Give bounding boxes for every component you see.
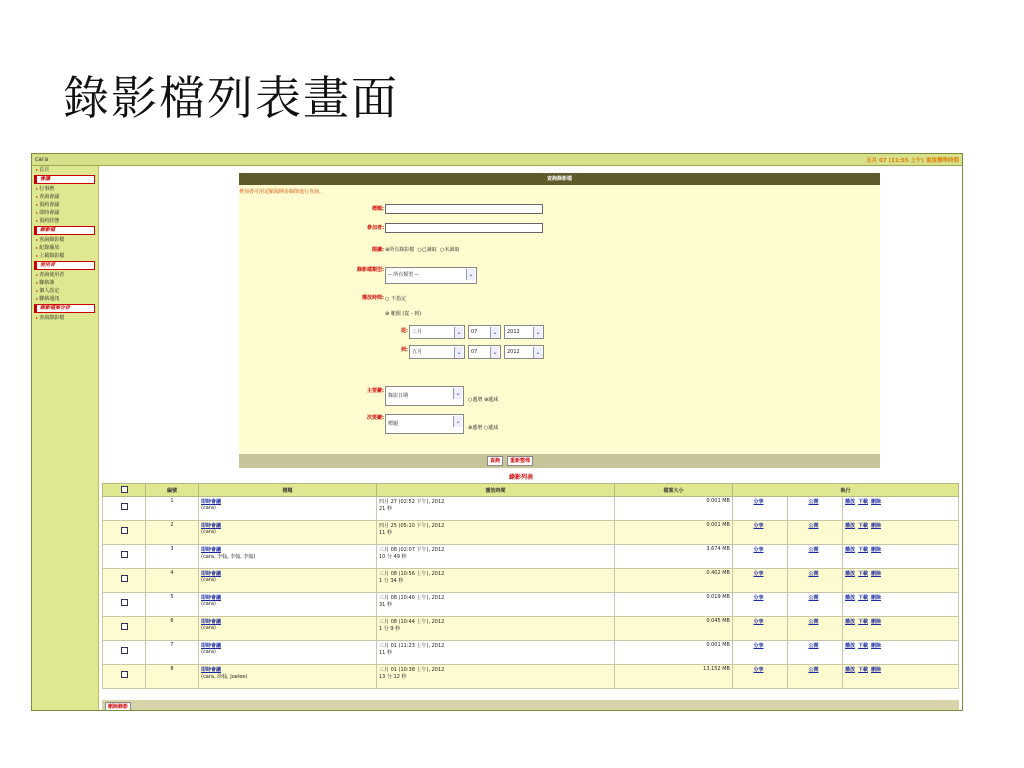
secondary-key-label: 次要鍵: xyxy=(367,415,384,421)
recording-time: 三月 08 (10:56 上午), 2012 xyxy=(379,571,445,577)
row-actions xyxy=(843,665,959,689)
row-select-cell xyxy=(103,665,146,689)
search-note: 參加者可用逗點隔開多個值進行查詢。 xyxy=(239,189,325,195)
row-actions xyxy=(843,641,959,665)
col-number: 編號 xyxy=(146,484,199,497)
shared-link[interactable]: 分享 xyxy=(753,523,764,529)
subject-link[interactable]: 即時會議 xyxy=(201,571,222,577)
participants: (cara) xyxy=(201,577,216,583)
shared-cell xyxy=(733,569,788,593)
play-link[interactable]: 播放 xyxy=(845,643,856,649)
row-number: 5 xyxy=(146,593,199,617)
public-cell xyxy=(788,665,843,689)
row-checkbox[interactable] xyxy=(121,503,128,510)
participant-input[interactable] xyxy=(385,223,543,233)
row-actions xyxy=(843,617,959,641)
recording-duration: 1 分 34 秒 xyxy=(379,578,404,584)
sidebar-item[interactable]: ▸ 聯絡簿 xyxy=(32,279,98,287)
slide-title: 錄影檔列表畫面 xyxy=(63,71,399,125)
participants: (cara) xyxy=(201,529,216,535)
shared-cell xyxy=(733,521,788,545)
delete-link[interactable]: 刪除 xyxy=(871,643,882,649)
participants: (cara) xyxy=(201,625,216,631)
sidebar-item[interactable]: ▸ 首頁 xyxy=(32,166,98,174)
datetime: 五月 07 (11:55 上午) 重度標準時間 xyxy=(866,157,959,164)
sidebar-item[interactable]: ▸ 查詢錄影檔 xyxy=(32,314,98,322)
row-subject-cell xyxy=(199,545,377,569)
sidebar-item[interactable]: ▸ 個人設定 xyxy=(32,287,98,295)
row-select-cell xyxy=(103,569,146,593)
recording-time: 三月 01 (11:23 上午), 2012 xyxy=(379,643,445,649)
row-checkbox[interactable] xyxy=(121,671,128,678)
subject-link[interactable]: 即時會議 xyxy=(201,667,222,673)
play-link[interactable]: 播放 xyxy=(845,595,856,601)
play-link[interactable]: 播放 xyxy=(845,499,856,505)
delete-link[interactable]: 刪除 xyxy=(871,547,882,553)
from-day-select[interactable]: 07 ⌄ xyxy=(468,325,501,339)
sidebar xyxy=(32,166,99,710)
row-time-cell xyxy=(377,665,615,689)
subject-link[interactable]: 即時會議 xyxy=(201,523,222,529)
recording-time: 三月 08 (02:07 下午), 2012 xyxy=(379,547,445,553)
col-time: 播放時間 xyxy=(377,484,615,497)
delete-link[interactable]: 刪除 xyxy=(871,571,882,577)
recording-time: 三月 08 (10:46 上午), 2012 xyxy=(379,595,445,601)
sidebar-item[interactable]: ▸ 上載錄影檔 xyxy=(32,252,98,260)
row-time-cell xyxy=(377,545,615,569)
row-select-cell xyxy=(103,545,146,569)
row-actions xyxy=(843,521,959,545)
delete-recordings-button[interactable]: 刪除錄影 xyxy=(105,702,131,711)
download-link[interactable]: 下載 xyxy=(858,571,869,577)
shared-cell xyxy=(733,497,788,521)
row-number: 4 xyxy=(146,569,199,593)
table-row xyxy=(103,521,959,545)
row-time-cell xyxy=(377,569,615,593)
row-actions xyxy=(843,497,959,521)
row-checkbox[interactable] xyxy=(121,623,128,630)
shared-link[interactable]: 分享 xyxy=(753,619,764,625)
file-size: 13.152 MB xyxy=(615,665,733,689)
row-select-cell xyxy=(103,521,146,545)
row-checkbox[interactable] xyxy=(121,527,128,534)
participants: (cara) xyxy=(201,601,216,607)
table-header-row xyxy=(103,484,959,497)
recording-time: 三月 01 (10:38 上午), 2012 xyxy=(379,667,445,673)
shared-link[interactable]: 分享 xyxy=(753,571,764,577)
time-opt-none[interactable]: ○ 不指定 xyxy=(385,296,406,302)
reset-button[interactable]: 重新整理 xyxy=(507,456,533,466)
radio-read[interactable]: ○已讀取 xyxy=(417,247,437,253)
list-title: 錄影列表 xyxy=(509,474,534,481)
play-link[interactable]: 播放 xyxy=(845,523,856,529)
row-number: 2 xyxy=(146,521,199,545)
secondary-order-group[interactable]: ⊕遞增 ○遞減 xyxy=(468,425,499,431)
file-size: 0.045 MB xyxy=(615,617,733,641)
search-header: 查詢錄影檔 xyxy=(239,173,880,185)
row-number: 3 xyxy=(146,545,199,569)
to-label: 到: xyxy=(401,347,408,353)
row-select-cell xyxy=(103,497,146,521)
file-size: 0.019 MB xyxy=(615,593,733,617)
table-row xyxy=(103,497,959,521)
search-panel xyxy=(239,173,880,468)
shared-link[interactable]: 分享 xyxy=(753,547,764,553)
recording-duration: 31 秒 xyxy=(379,602,392,608)
row-select-cell xyxy=(103,617,146,641)
sidebar-item[interactable]: ▸ 即時會議 xyxy=(32,209,98,217)
row-time-cell xyxy=(377,617,615,641)
shared-link[interactable]: 分享 xyxy=(753,667,764,673)
sidebar-item[interactable]: ▸ 查詢錄影檔 xyxy=(32,236,98,244)
shared-cell xyxy=(733,665,788,689)
to-year-select[interactable]: 2012 ⌄ xyxy=(504,345,544,359)
to-month-select[interactable]: 五月 ⌄ xyxy=(409,345,465,359)
sidebar-section-header: 錄影檔 xyxy=(34,226,95,235)
radio-unread[interactable]: ○未讀取 xyxy=(439,247,460,253)
shared-link[interactable]: 分享 xyxy=(753,499,764,505)
read-label: 閱讀: xyxy=(372,247,384,253)
shared-cell xyxy=(733,545,788,569)
row-actions xyxy=(843,569,959,593)
row-subject-cell xyxy=(199,617,377,641)
public-link[interactable]: 公開 xyxy=(808,619,819,625)
table-row xyxy=(103,545,959,569)
participants: (cara) xyxy=(201,505,216,511)
shared-link[interactable]: 分享 xyxy=(753,595,764,601)
shared-cell xyxy=(733,593,788,617)
row-checkbox[interactable] xyxy=(121,599,128,606)
select-all-checkbox[interactable] xyxy=(121,486,128,493)
shared-cell xyxy=(733,641,788,665)
file-size: 0.001 MB xyxy=(615,521,733,545)
row-actions xyxy=(843,545,959,569)
row-time-cell xyxy=(377,641,615,665)
play-link[interactable]: 播放 xyxy=(845,619,856,625)
sidebar-item[interactable]: ▸ 預約狀態 xyxy=(32,217,98,225)
top-bar xyxy=(32,154,962,166)
row-subject-cell xyxy=(199,593,377,617)
type-select[interactable]: -- 所有類型 -- ⌄ xyxy=(385,267,477,284)
recording-duration: 11 秒 xyxy=(379,650,392,656)
row-time-cell xyxy=(377,497,615,521)
chevron-down-icon: ⌄ xyxy=(466,269,475,280)
public-link[interactable]: 公開 xyxy=(808,547,819,553)
file-size: 0.001 MB xyxy=(615,641,733,665)
row-number: 8 xyxy=(146,665,199,689)
file-size: 0.402 MB xyxy=(615,569,733,593)
sidebar-item[interactable]: ▸ 聯絡通訊 xyxy=(32,295,98,303)
download-link[interactable]: 下載 xyxy=(858,547,869,553)
download-link[interactable]: 下載 xyxy=(858,643,869,649)
col-size: 檔案大小 xyxy=(615,484,733,497)
subject-label: 標題: xyxy=(372,206,384,212)
public-cell xyxy=(788,545,843,569)
from-year-select[interactable]: 2012 ⌄ xyxy=(504,325,544,339)
delete-link[interactable]: 刪除 xyxy=(871,595,882,601)
shared-cell xyxy=(733,617,788,641)
sidebar-item[interactable]: ▸ 預約會議 xyxy=(32,201,98,209)
play-link[interactable]: 播放 xyxy=(845,547,856,553)
row-number: 1 xyxy=(146,497,199,521)
recording-time: 四月 25 (05:10 下午), 2012 xyxy=(379,523,445,529)
download-link[interactable]: 下載 xyxy=(858,523,869,529)
delete-link[interactable]: 刪除 xyxy=(871,619,882,625)
public-cell xyxy=(788,641,843,665)
sidebar-item[interactable]: ▸ 查詢會議 xyxy=(32,193,98,201)
table-row xyxy=(103,593,959,617)
subject-link[interactable]: 即時會議 xyxy=(201,547,222,553)
row-subject-cell xyxy=(199,665,377,689)
select-all-header[interactable] xyxy=(103,484,146,497)
from-month-select[interactable]: 三月 ⌄ xyxy=(409,325,465,339)
row-subject-cell xyxy=(199,521,377,545)
delete-link[interactable]: 刪除 xyxy=(871,499,882,505)
primary-key-select[interactable]: 錄影日期 ⌄ xyxy=(385,386,464,406)
download-link[interactable]: 下載 xyxy=(858,619,869,625)
row-subject-cell xyxy=(199,497,377,521)
row-checkbox[interactable] xyxy=(121,647,128,654)
row-select-cell xyxy=(103,593,146,617)
radio-all[interactable]: ⊕所有錄影檔 xyxy=(385,247,415,253)
row-subject-cell xyxy=(199,641,377,665)
delete-link[interactable]: 刪除 xyxy=(871,523,882,529)
file-size: 3.674 MB xyxy=(615,545,733,569)
play-link[interactable]: 播放 xyxy=(845,571,856,577)
from-label: 從: xyxy=(401,328,408,334)
public-cell xyxy=(788,521,843,545)
recordings-table xyxy=(102,483,959,689)
row-number: 6 xyxy=(146,617,199,641)
search-button-bar xyxy=(239,454,880,468)
subject-link[interactable]: 即時會議 xyxy=(201,619,222,625)
public-cell xyxy=(788,617,843,641)
row-select-cell xyxy=(103,641,146,665)
row-time-cell xyxy=(377,521,615,545)
sidebar-section-header: 錄影檔案合併 xyxy=(34,304,95,313)
subject-link[interactable]: 即時會議 xyxy=(201,499,222,505)
recording-time: 四月 27 (02:52 下午), 2012 xyxy=(379,499,445,505)
table-row xyxy=(103,617,959,641)
download-link[interactable]: 下載 xyxy=(858,499,869,505)
recording-duration: 1 分 9 秒 xyxy=(379,626,401,632)
col-actions: 執行 xyxy=(733,484,959,497)
public-cell xyxy=(788,593,843,617)
public-link[interactable]: 公開 xyxy=(808,643,819,649)
recording-duration: 13 分 12 秒 xyxy=(379,674,407,680)
public-cell xyxy=(788,569,843,593)
sidebar-item[interactable]: ▸ 查詢使用者 xyxy=(32,271,98,279)
row-time-cell xyxy=(377,593,615,617)
sidebar-section-header: 使用者 xyxy=(34,261,95,270)
subject-link[interactable]: 即時會議 xyxy=(201,595,222,601)
row-checkbox[interactable] xyxy=(121,575,128,582)
to-day-select[interactable]: 07 ⌄ xyxy=(468,345,501,359)
participants: (cara, 李翰, 李翰, 李翰) xyxy=(201,554,256,560)
public-link[interactable]: 公開 xyxy=(808,595,819,601)
row-subject-cell xyxy=(199,569,377,593)
download-link[interactable]: 下載 xyxy=(858,595,869,601)
time-opt-range[interactable]: ⊕ 範圍 (從 - 到) xyxy=(385,311,422,317)
read-radio-group xyxy=(385,246,459,253)
shared-link[interactable]: 分享 xyxy=(753,643,764,649)
sidebar-section-header: 會議 xyxy=(34,175,95,184)
row-number: 7 xyxy=(146,641,199,665)
time-label: 播放時間: xyxy=(362,295,384,301)
table-row xyxy=(103,665,959,689)
secondary-key-select[interactable]: 標題 ⌄ xyxy=(385,414,464,434)
search-button[interactable]: 查詢 xyxy=(487,456,503,466)
subject-input[interactable] xyxy=(385,204,543,214)
row-checkbox[interactable] xyxy=(121,551,128,558)
download-link[interactable]: 下載 xyxy=(858,667,869,673)
public-link[interactable]: 公開 xyxy=(808,499,819,505)
recording-duration: 11 秒 xyxy=(379,530,392,536)
table-footer xyxy=(102,700,959,711)
participant-label: 參加者: xyxy=(367,225,384,231)
table-row xyxy=(103,569,959,593)
sidebar-item[interactable]: ▸ 行事曆 xyxy=(32,185,98,193)
app-window xyxy=(31,153,963,711)
public-link[interactable]: 公開 xyxy=(808,571,819,577)
participants: (cara, 徐翰, Joelee) xyxy=(201,674,248,680)
row-actions xyxy=(843,593,959,617)
recording-duration: 10 分 49 秒 xyxy=(379,554,407,560)
primary-order-group[interactable]: ○遞增 ⊕遞減 xyxy=(468,397,499,403)
public-link[interactable]: 公開 xyxy=(808,667,819,673)
public-cell xyxy=(788,497,843,521)
file-size: 0.001 MB xyxy=(615,497,733,521)
col-subject: 標題 xyxy=(199,484,377,497)
recording-time: 三月 08 (10:44 上午), 2012 xyxy=(379,619,445,625)
public-link[interactable]: 公開 xyxy=(808,523,819,529)
type-label: 錄影檔類型: xyxy=(356,267,384,273)
delete-link[interactable]: 刪除 xyxy=(871,667,882,673)
table-row xyxy=(103,641,959,665)
subject-link[interactable]: 即時會議 xyxy=(201,643,222,649)
username: cara xyxy=(35,156,49,163)
sidebar-item[interactable]: ▸ 紀錄播放 xyxy=(32,244,98,252)
participants: (cara) xyxy=(201,649,216,655)
primary-key-label: 主要鍵: xyxy=(367,388,384,394)
recording-duration: 21 秒 xyxy=(379,506,392,512)
play-link[interactable]: 播放 xyxy=(845,667,856,673)
main-content xyxy=(99,166,962,710)
